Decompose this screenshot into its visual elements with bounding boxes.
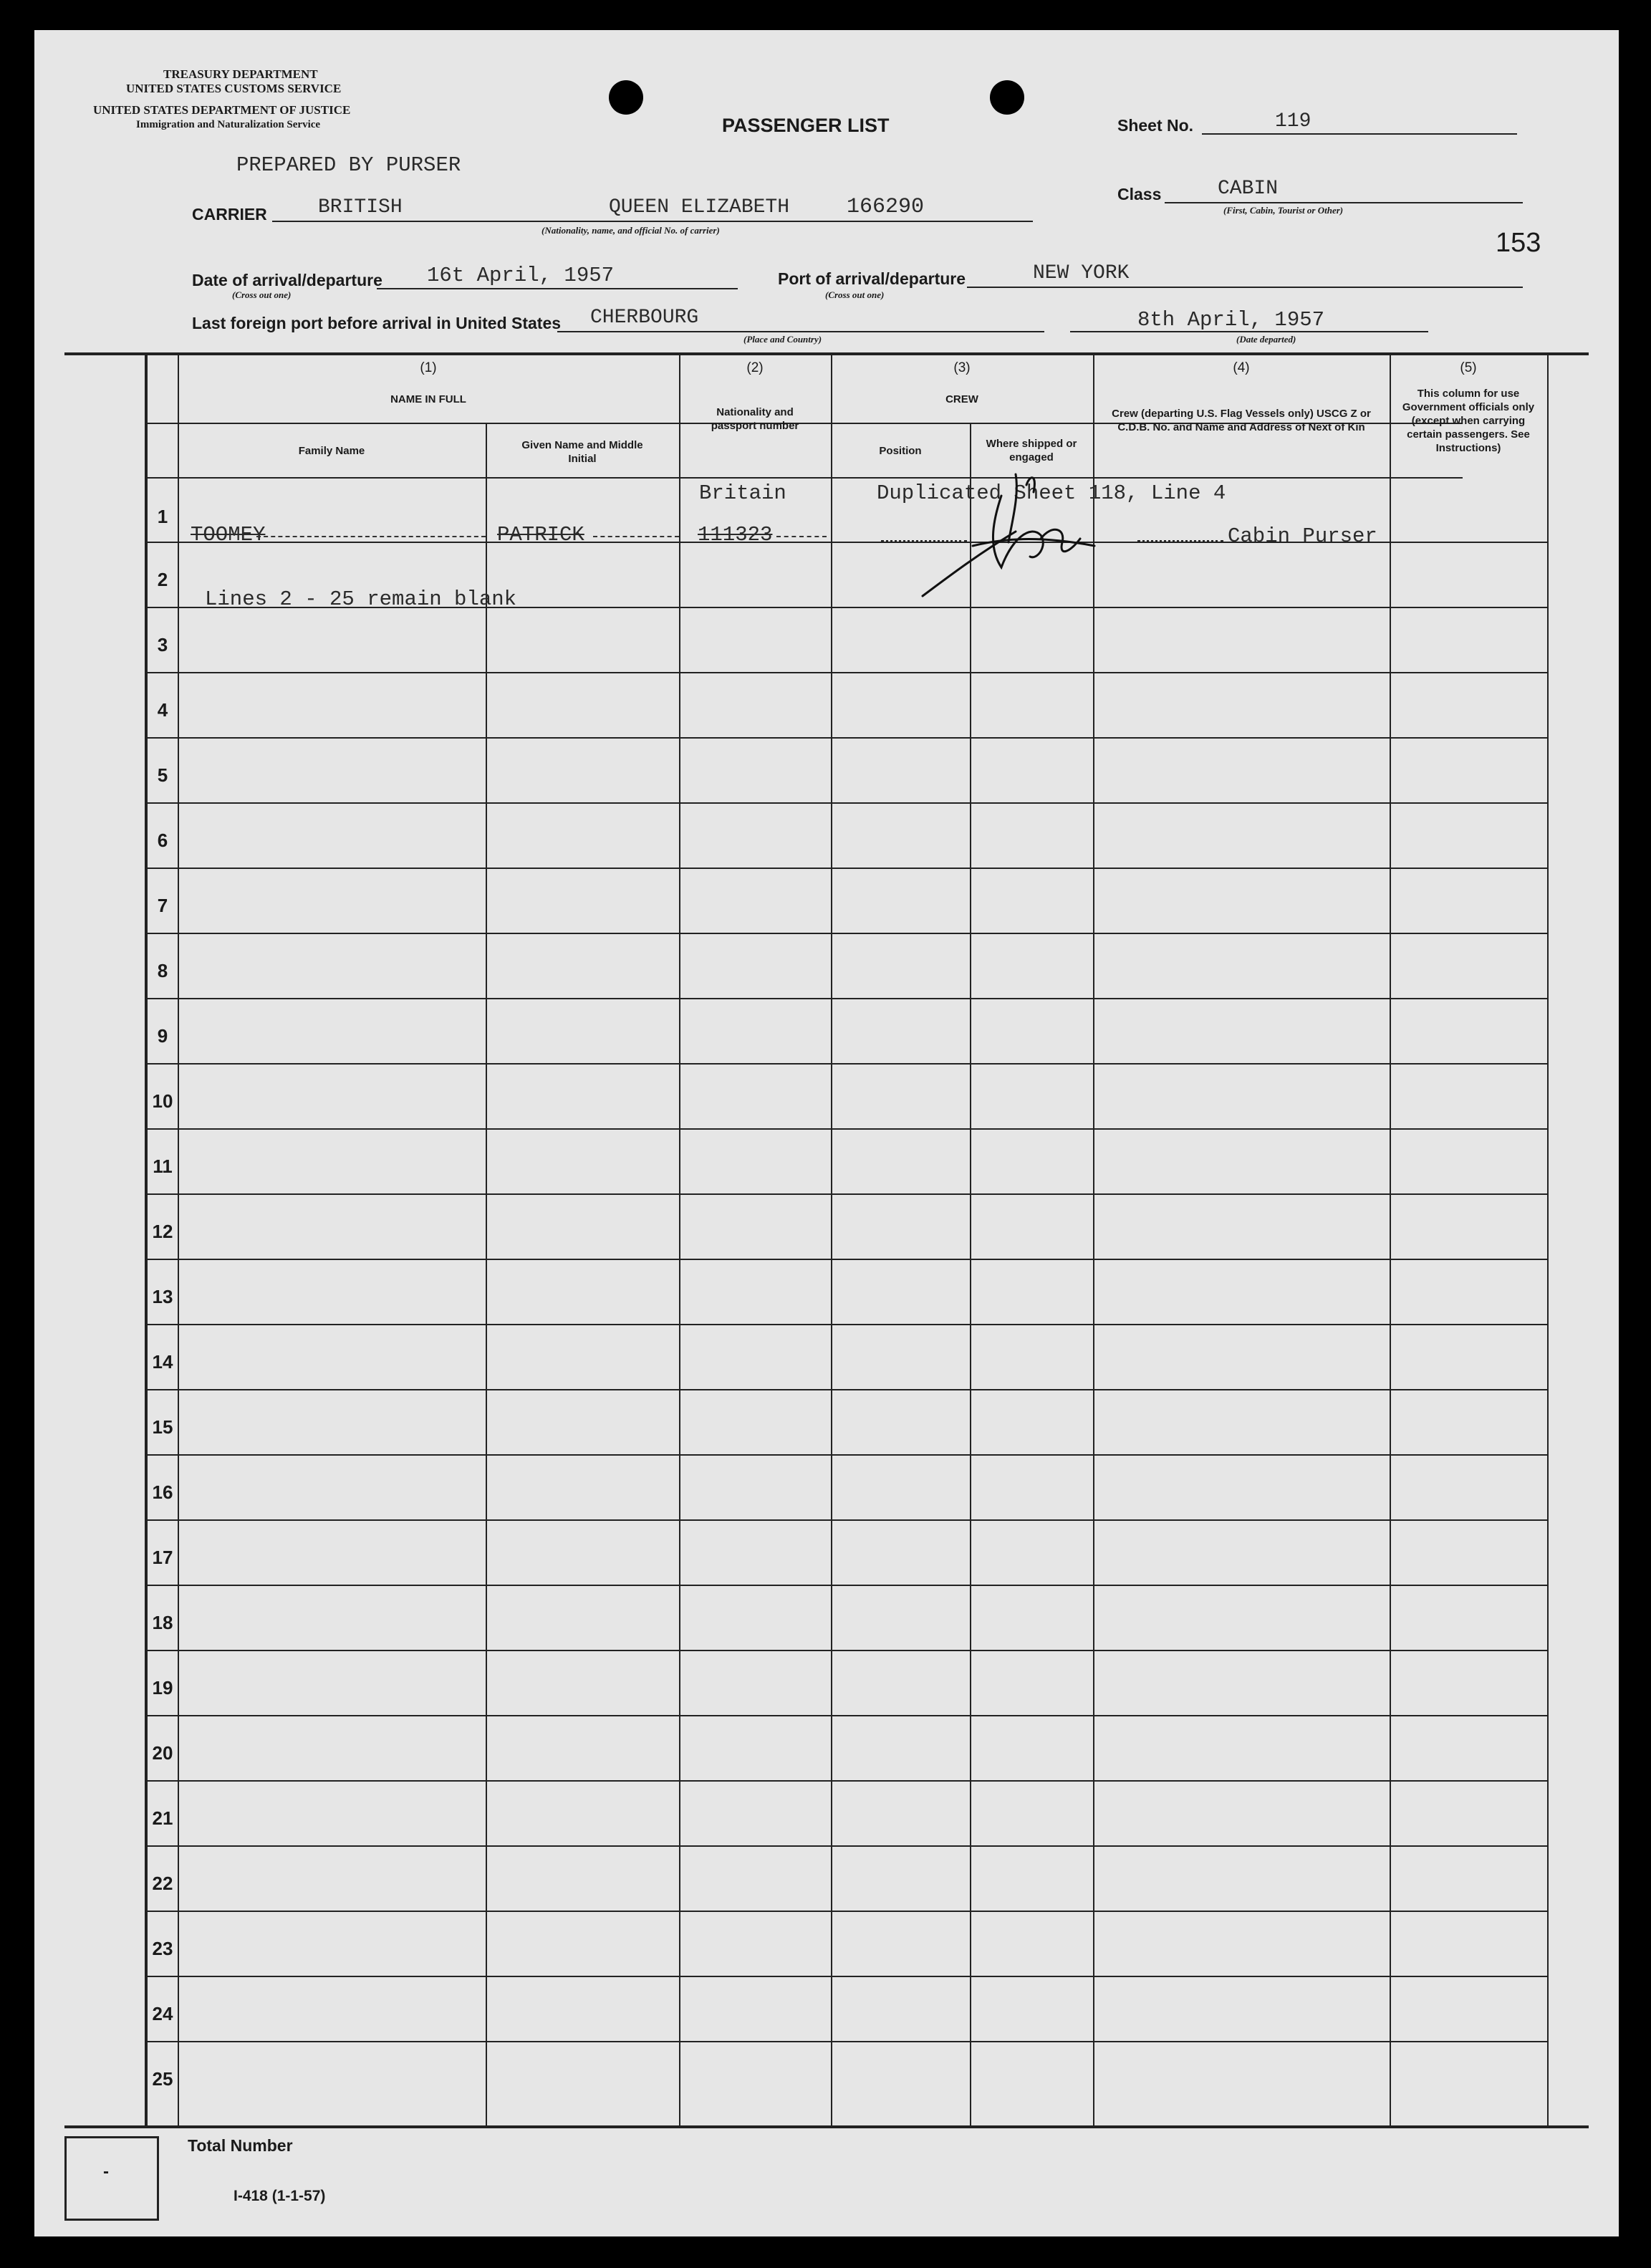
col3-title: CREW <box>945 393 978 405</box>
class-caption: (First, Cabin, Tourist or Other) <box>1223 205 1344 216</box>
col4-title: Crew (departing U.S. Flag Vessels only) USCG Z or C.D.B. No. and Name and Address of Next of Kin <box>1112 408 1371 433</box>
row-number: 25 <box>152 2068 173 2090</box>
row-number: 9 <box>157 1025 168 1047</box>
agency-justice: UNITED STATES DEPARTMENT OF JUSTICE <box>93 103 351 117</box>
col2-number: (2) <box>746 360 764 375</box>
nationality-value: Britain <box>699 481 786 505</box>
row-number: 17 <box>152 1547 173 1568</box>
document-page <box>34 30 1619 2236</box>
row-number: 11 <box>153 1155 173 1177</box>
col-given-name: Given Name and Middle Initial <box>521 439 643 465</box>
date-label: Date of arrival/departure <box>192 271 382 289</box>
col4-number: (4) <box>1233 360 1250 375</box>
position-value: Cabin Purser <box>1228 524 1377 548</box>
class-value: CABIN <box>1218 178 1279 200</box>
row-number: 3 <box>157 634 168 655</box>
duplicated-note: Duplicated Sheet 118, Line 4 <box>877 481 1226 505</box>
carrier-number: 166290 <box>847 195 925 219</box>
row-number: 13 <box>152 1286 173 1307</box>
passport-value: 111323 <box>698 523 773 547</box>
row-number: 18 <box>152 1612 173 1633</box>
agency-customs: UNITED STATES CUSTOMS SERVICE <box>126 82 342 95</box>
carrier-nationality: BRITISH <box>318 196 403 218</box>
signature-scribble <box>894 453 1123 610</box>
last-port-label: Last foreign port before arrival in United States <box>192 314 562 332</box>
row-number: 21 <box>152 1807 173 1829</box>
agency-treasury: TREASURY DEPARTMENT <box>163 67 318 81</box>
port-value: NEW YORK <box>1033 262 1130 284</box>
family-name-value: TOOMEY <box>191 523 266 547</box>
row-number: 22 <box>152 1873 173 1894</box>
row-number: 7 <box>157 895 168 916</box>
class-label: Class <box>1117 185 1162 203</box>
given-name-value: PATRICK <box>497 523 584 547</box>
date-caption: (Cross out one) <box>232 289 292 300</box>
blank-lines-note: Lines 2 - 25 remain blank <box>205 587 517 611</box>
page-number: 153 <box>1496 228 1541 258</box>
carrier-caption: (Nationality, name, and official No. of carrier) <box>541 225 720 236</box>
row-number: 16 <box>152 1481 173 1503</box>
col5-number: (5) <box>1460 360 1477 375</box>
page-title: PASSENGER LIST <box>722 115 890 136</box>
last-port-value: CHERBOURG <box>590 307 699 329</box>
punch-hole-left <box>609 80 643 115</box>
date-value: 16t April, 1957 <box>427 264 615 287</box>
col1-number: (1) <box>420 360 437 375</box>
total-value: - <box>103 2162 109 2181</box>
col-where-shipped: Where shipped or engaged <box>986 438 1077 463</box>
row-number: 4 <box>157 699 168 721</box>
row-number: 20 <box>152 1742 173 1764</box>
row-number: 15 <box>152 1416 173 1438</box>
port-caption: (Cross out one) <box>825 289 885 300</box>
sheet-label: Sheet No. <box>1117 116 1194 135</box>
col2-title: Nationality and passport number <box>711 406 799 432</box>
row-number: 23 <box>152 1938 173 1959</box>
carrier-name: QUEEN ELIZABETH <box>609 196 790 218</box>
carrier-label: CARRIER <box>192 205 267 224</box>
row-number: 5 <box>157 764 168 786</box>
agency-ins: Immigration and Naturalization Service <box>136 119 321 130</box>
total-box <box>64 2136 159 2221</box>
row-number: 24 <box>152 2003 173 2024</box>
row-number: 12 <box>152 1221 173 1242</box>
row-number: 6 <box>157 830 168 851</box>
row-number: 2 <box>157 569 168 590</box>
port-label: Port of arrival/departure <box>778 269 966 288</box>
col-position: Position <box>879 445 922 457</box>
prepared-by: PREPARED BY PURSER <box>236 153 461 177</box>
row-number: 10 <box>152 1090 173 1112</box>
col1-title: NAME IN FULL <box>390 393 466 405</box>
row-number: 19 <box>152 1677 173 1698</box>
row-number: 1 <box>157 506 168 527</box>
col3-number: (3) <box>953 360 971 375</box>
col-family-name: Family Name <box>298 445 365 457</box>
punch-hole-right <box>990 80 1024 115</box>
row-number: 8 <box>157 960 168 981</box>
date-departed-caption: (Date departed) <box>1236 334 1296 345</box>
sheet-value: 119 <box>1275 110 1311 133</box>
col5-title: This column for use Government officials only (except when carrying certain passengers. See Instructions) <box>1402 388 1535 454</box>
form-id: I-418 (1-1-57) <box>234 2188 326 2204</box>
place-caption: (Place and Country) <box>743 334 822 345</box>
total-label: Total Number <box>188 2136 293 2155</box>
row-number: 14 <box>152 1351 173 1373</box>
date-departed-value: 8th April, 1957 <box>1137 308 1325 332</box>
